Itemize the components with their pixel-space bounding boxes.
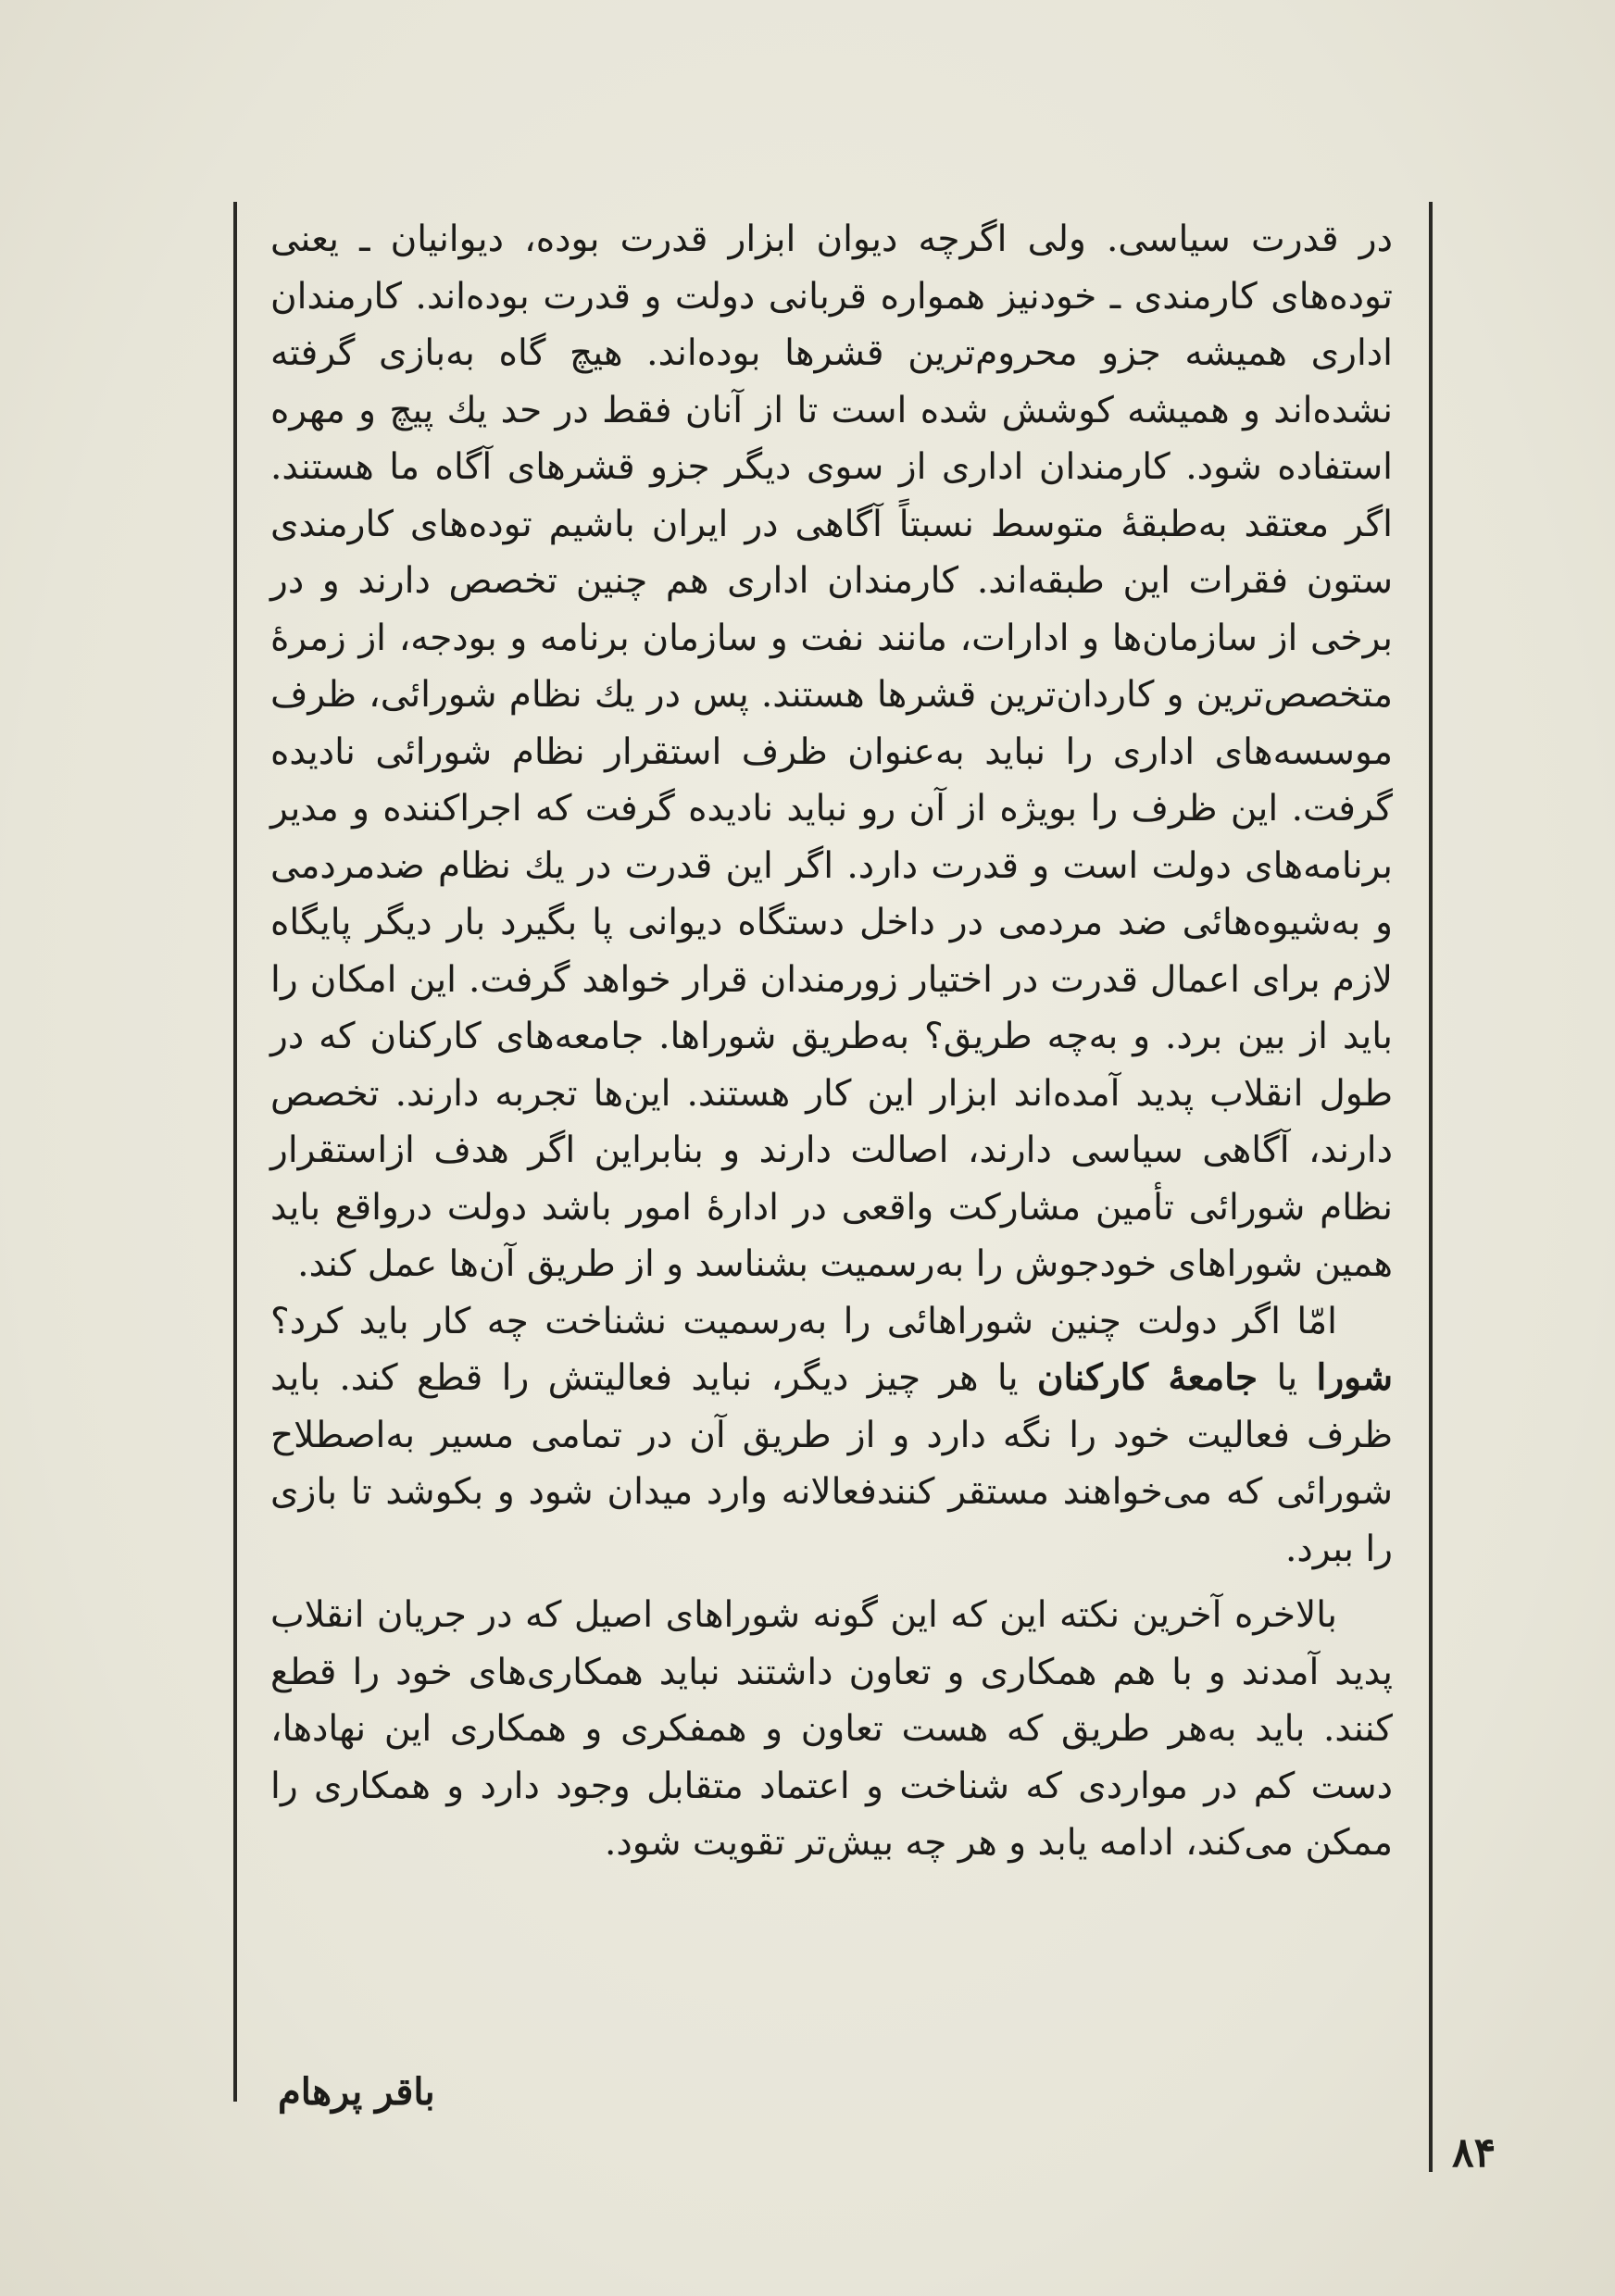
paragraph-2-part-1: امّا اگر دولت چنین شوراهائی را به‌رسمیت نشناخت چه کار باید کرد؟	[270, 1300, 1337, 1342]
article-body	[270, 211, 1393, 1872]
left-margin-rule	[233, 202, 237, 2102]
right-margin-rule	[1429, 202, 1433, 2172]
paragraph-2-part-2: یا	[1258, 1357, 1317, 1399]
paragraph-3: بالاخره آخرین نکته این که این گونه شوراهای اصیل که در جریان انقلاب پدید آمدند و با هم همکاری و تعاون داشتند نباید همکاری‌های خود را قطع کنند. باید به‌هر طریق که هست تعاون و همفکری و همکاری این نهادها، دست کم در مواردی که شناخت و اعتماد متقابل وجود دارد و همکاری را ممکن می‌کند، ادامه یابد و هر چه بیش‌تر تقویت شود.	[270, 1594, 1393, 1864]
author-signature: باقر پرهام	[278, 2070, 435, 2114]
paragraph-2-bold-1: شورا	[1316, 1356, 1394, 1399]
paragraph-1: در قدرت سیاسی. ولی اگرچه دیوان ابزار قدرت بوده، دیوانیان ـ یعنی توده‌های کارمندی ـ خودنیز همواره قربانی دولت و قدرت بوده‌اند. کارمندان اداری همیشه جزو محروم‌ترین قشرها بوده‌اند. هیچ گاه به‌بازی گرفته نشده‌اند و همیشه کوشش شده است تا از آنان فقط در حد یك پیچ و مهره استفاده شود. کارمندان اداری از سوی دیگر جزو قشرهای آگاه ما هستند. اگر معتقد به‌طبقهٔ متوسط نسبتاً آگاهی در ایران باشیم توده‌های کارمندی ستون فقرات این طبقه‌اند. کارمندان اداری هم چنین تخصص دارند و در برخی از سازمان‌ها و ادارات، مانند نفت و سازمان برنامه و بودجه، از زمرهٔ متخصص‌ترین و کاردان‌ترین قشرها هستند. پس در یك نظام شورائی، ظرف موسسه‌های اداری را نباید به‌عنوان ظرف استقرار نظام شورائی نادیده گرفت. این ظرف را بویژه از آن رو نباید نادیده گرفت که اجراکننده و مدیر برنامه‌های دولت است و قدرت دارد. اگر این قدرت در یك نظام ضدمردمی و به‌شیوه‌هائی ضد مردمی در داخل دستگاه دیوانی پا بگیرد بار دیگر پایگاه لازم برای اعمال قدرت در اختیار زورمندان قرار خواهد گرفت. این امکان را باید از بین برد. و به‌چه طریق؟ به‌طریق شوراها. جامعه‌های کارکنان که در طول انقلاب پدید آمده‌اند ابزار این کار هستند. این‌ها تجربه دارند. تخصص دارند، آگاهی سیاسی دارند، اصالت دارند و بنابراین اگر هدف ازاستقرار نظام شورائی تأمین مشارکت واقعی در ادارهٔ امور باشد دولت درواقع باید همین شوراهای خودجوش را به‌رسمیت بشناسد و از طریق آن‌ها عمل کند.	[270, 218, 1393, 1285]
paragraph-2	[270, 1293, 1393, 1578]
page-number: ۸۴	[1452, 2129, 1496, 2177]
paragraph-2-bold-2: جامعهٔ کارکنان	[1036, 1356, 1258, 1399]
paragraph-2-part-3: یا هر چیز دیگر، نباید فعالیتش را قطع کند. باید ظرف فعالیت خود را نگه دارد و از طریق آن در تمامی مسیر به‌اصطلاح شورائی که می‌خواهند مستقر کنندفعالانه وارد میدان شود و بکوشد تا بازی را ببرد.	[270, 1357, 1393, 1570]
